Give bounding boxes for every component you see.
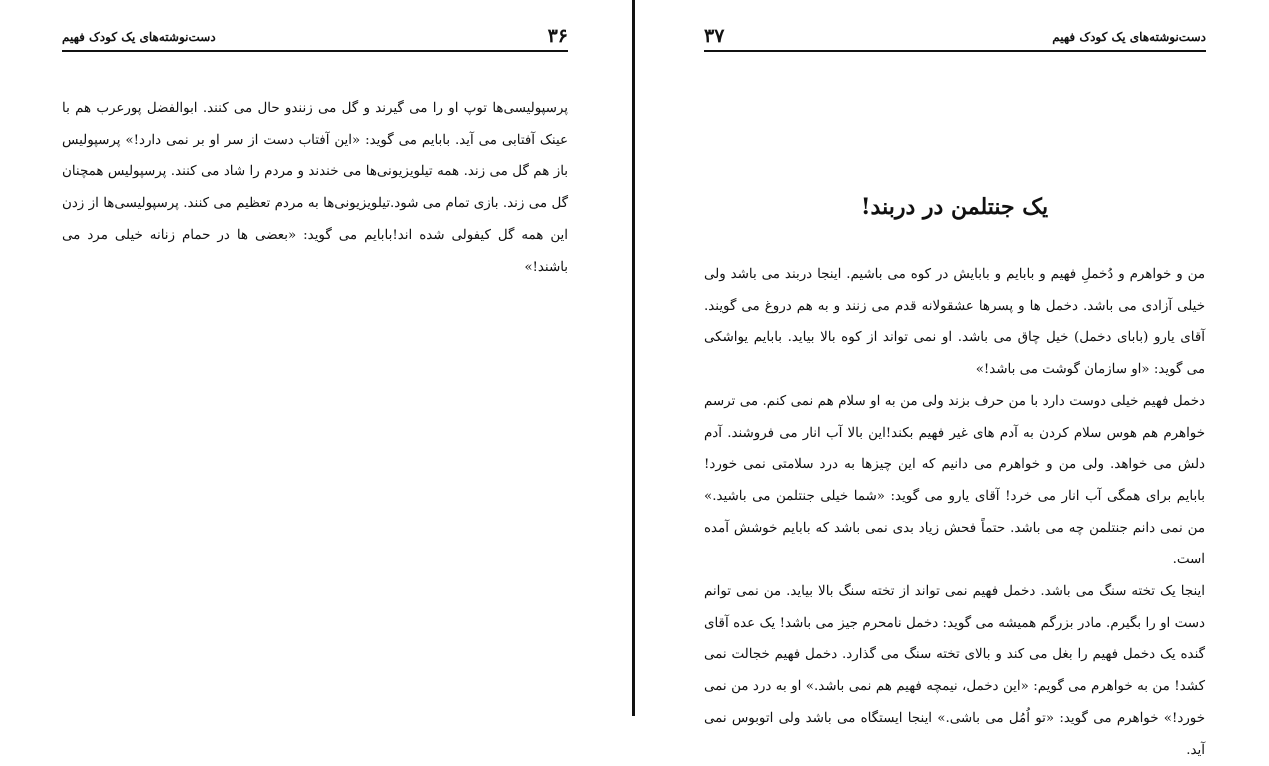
page-gutter-divider xyxy=(632,0,635,716)
right-page xyxy=(636,0,1269,758)
paragraph: دخمل فهیم خیلی دوست دارد با من حرف بزند ولی من به او سلام هم نمی کنم. می ترسم خواهرم هم هوس سلام کردن به آدم های غیر فهیم بکند!این بالا آب انار می فروشند. آدم دلش می خواهد. ولی من و خواهرم می دانیم که این چیزها به درد سلامتی نمی خورد! بابایم برای همگی آب انار می خرد! آقای یارو می گوید: «شما خیلی جنتلمن می باشید.» من نمی دانم جنتلمن چه می باشد. حتماً فحش زیاد بدی نمی باشد که بابایم خوشش آمده است. xyxy=(704,393,1205,568)
paragraph: پرسپولیسی‌ها توپ او را می گیرند و گل می زنندو حال می کنند. ابوالفضل پورعرب هم با عینک آفتابی می آید. بابایم می گوید: «این آفتاب دست از سر او بر نمی دارد!» پرسپولیس باز هم گل می زند. همه تیلویزیونی‌ها می خندند و مردم را شاد می کنند. پرسپولیس همچنان گل می زند. بازی تمام می شود.تیلویزیونی‌ها به مردم تعظیم می کنند. پرسپولیسی‌ها از زدن این همه گل کیفولی شده اند!بابایم می گوید: «بعضی ها در حمام زنانه خیلی مرد می باشند!» xyxy=(62,101,568,275)
right-running-title: دست‌نوشته‌های یک کودک فهیم xyxy=(1052,30,1206,44)
left-running-title: دست‌نوشته‌های یک کودک فهیم xyxy=(62,30,216,44)
paragraph: اینجا یک تخته سنگ می باشد. دخمل فهیم نمی تواند از تخته سنگ بالا بیاید. من نمی توانم دست او را بگیرم. مادر بزرگم همیشه می گوید: دخمل نامحرم جیز می باشد! یک عده آقای گنده یک دخمل فهیم را بغل می کند و بالای تخته سنگ می گذارد. دخمل فهیم خجالت نمی کشد! من به خواهرم می گویم: «این دخمل، نیمچه فهیم هم نمی باشد.» او به درد من نمی خورد!» خواهرم می گوید: «تو اُمُل می باشی.» اینجا ایستگاه می باشد ولی اتوبوس نمی آید. xyxy=(704,584,1205,758)
paragraph: من و خواهرم و دُخملِ فهیم و بابایم و بابایش در کوه می باشیم. اینجا دربند می باشد ولی خیلی آزادی می باشد. دخمل ها و پسرها عشقولانه قدم می زنند و به هم دروغ می گویند. آقای یارو (بابای دخمل) خیل چاق می باشد. او نمی تواند از کوه بالا بیاید. بابایم یواشکی می گوید: «او سازمان گوشت می باشد!» xyxy=(704,267,1205,378)
left-body-text xyxy=(62,93,568,283)
left-page-header xyxy=(62,24,568,52)
right-page-header xyxy=(704,24,1206,52)
left-page xyxy=(0,0,632,716)
left-page-number: ۳۶ xyxy=(547,25,568,47)
right-body-text xyxy=(704,259,1205,766)
chapter-title: یک جنتلمن در دربند! xyxy=(860,194,1049,220)
right-page-number: ۳۷ xyxy=(704,25,725,47)
